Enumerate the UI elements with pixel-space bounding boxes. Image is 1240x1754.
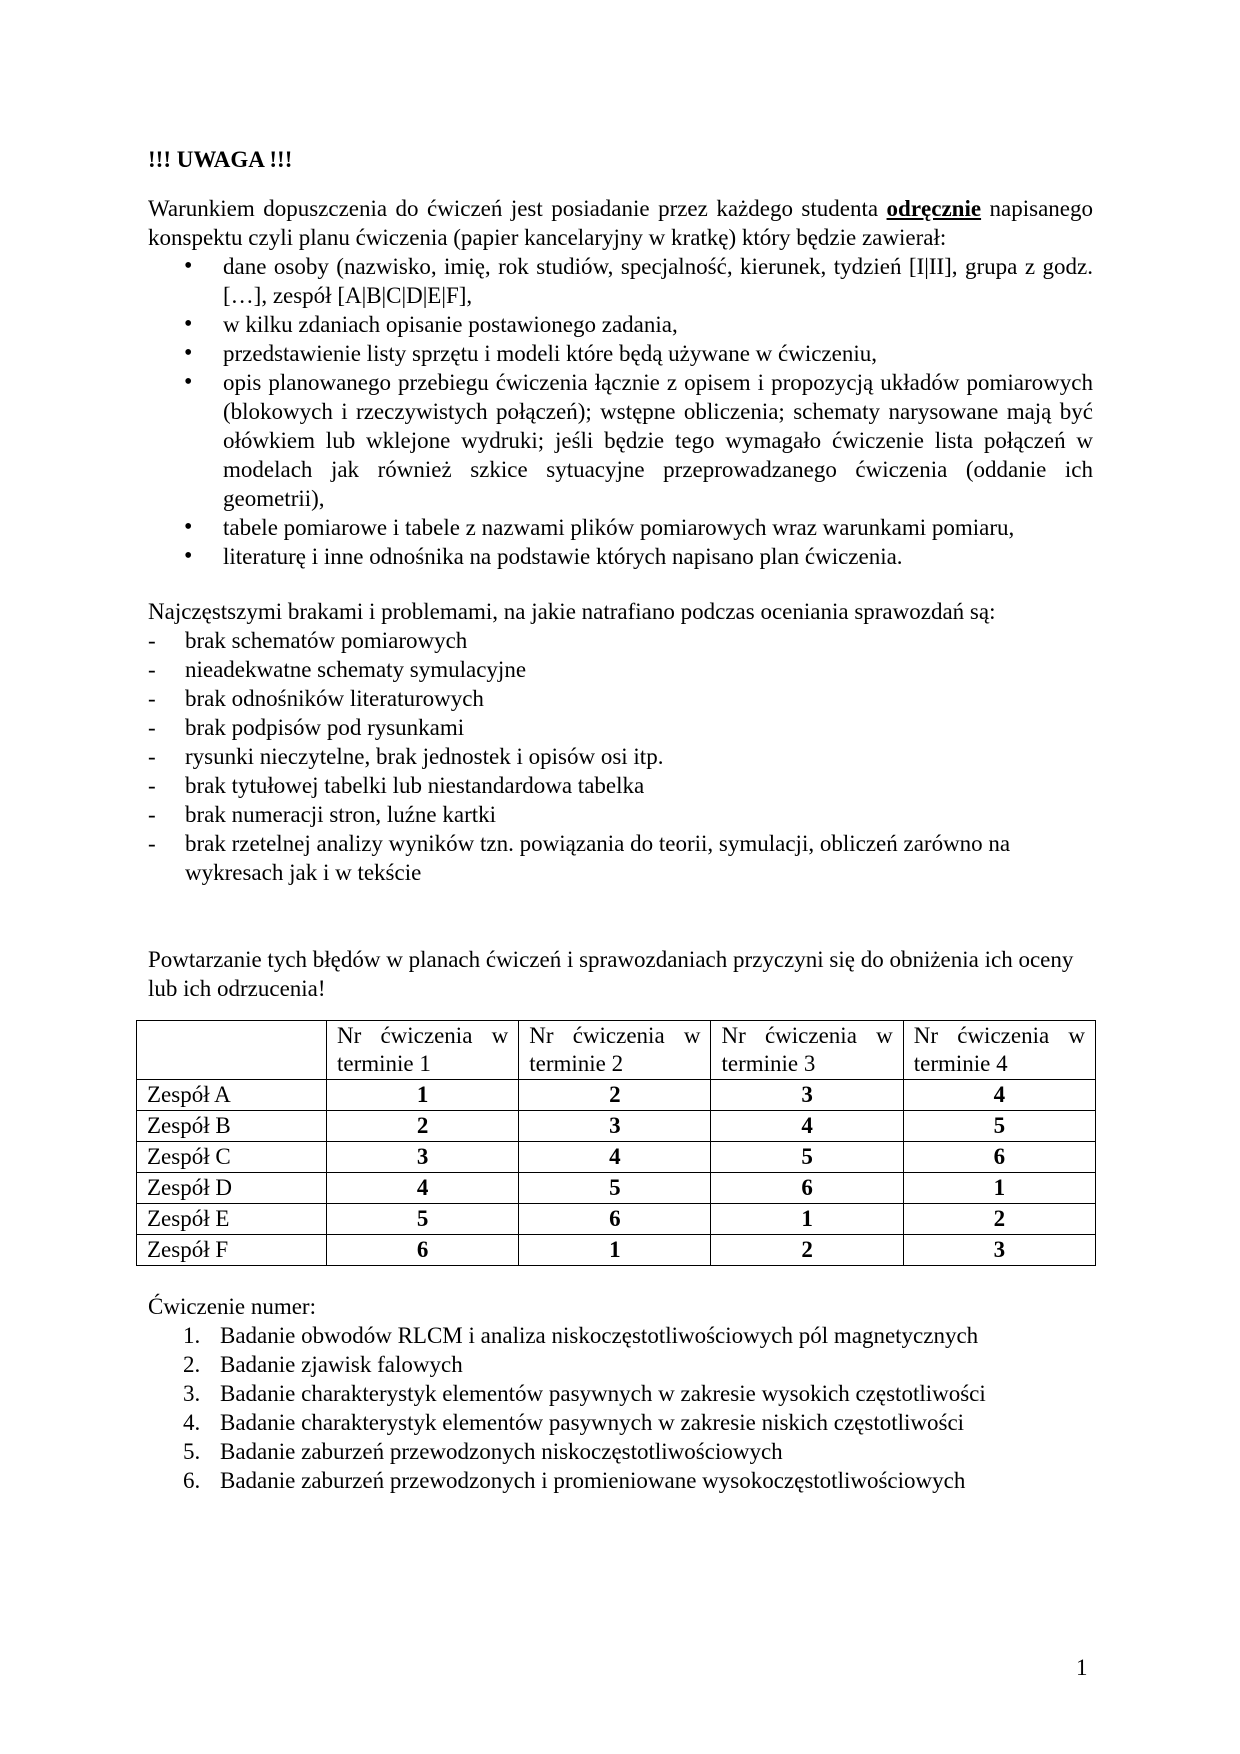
exercise-number-cell: 5 — [326, 1204, 518, 1235]
exercise-number-cell: 2 — [519, 1080, 711, 1111]
intro-paragraph — [148, 194, 1093, 252]
exercises-list — [148, 1321, 1093, 1495]
exercise-number: 4. — [183, 1410, 201, 1435]
problems-heading: Najczęstszymi brakami i problemami, na jakie natrafiano podczas oceniania sprawozdań są: — [148, 599, 996, 624]
exercise-item — [148, 1466, 1093, 1495]
team-cell: Zespół B — [137, 1111, 327, 1142]
exercise-number-cell: 4 — [326, 1173, 518, 1204]
table-row — [137, 1204, 1096, 1235]
requirement-item: • przedstawienie listy sprzętu i modeli które będą używane w ćwiczeniu, — [148, 339, 1093, 368]
requirement-item: • w kilku zdaniach opisanie postawionego zadania, — [148, 310, 1093, 339]
exercise-number-cell: 3 — [326, 1142, 518, 1173]
problem-item: - brak odnośników literaturowych — [148, 684, 1093, 713]
exercise-number-cell: 3 — [903, 1235, 1095, 1266]
exercise-item — [148, 1437, 1093, 1466]
table-row — [137, 1173, 1096, 1204]
exercise-number-cell: 6 — [326, 1235, 518, 1266]
team-cell: Zespół E — [137, 1204, 327, 1235]
intro-text-before: Warunkiem dopuszczenia do ćwiczeń jest posiadanie przez każdego studenta — [148, 196, 887, 221]
problem-item: - brak tytułowej tabelki lub niestandardowa tabelka — [148, 771, 1093, 800]
requirements-list — [148, 252, 1093, 571]
warning-paragraph: Powtarzanie tych błędów w planach ćwiczeń i sprawozdaniach przyczyni się do obniżenia ich oceny lub ich odrzucenia! — [148, 947, 1074, 1001]
table-header-cell: Nr ćwiczenia w terminie 4 — [903, 1021, 1095, 1080]
exercise-number: 3. — [183, 1381, 201, 1406]
exercise-number-cell: 1 — [326, 1080, 518, 1111]
requirement-item: • opis planowanego przebiegu ćwiczenia łącznie z opisem i propozycją układów pomiarowych (blokowych i rzeczywistych połączeń); wstępne obliczenia; schematy narysowane mają być ołówkiem lub wklejone wydruki; jeśli będzie tego wymagało ćwiczenie lista połączeń w modelach jak również szkice sytuacyjne przeprowadzanego ćwiczenia (oddanie ich geometrii), — [148, 368, 1093, 513]
problem-item: - brak schematów pomiarowych — [148, 626, 1093, 655]
page-number: 1 — [1076, 1655, 1088, 1680]
table-corner-cell — [137, 1021, 327, 1080]
exercise-title: Badanie zaburzeń przewodzonych niskoczęstotliwościowych — [220, 1439, 783, 1464]
exercise-number-cell: 4 — [903, 1080, 1095, 1111]
table-row — [137, 1111, 1096, 1142]
exercise-item — [148, 1350, 1093, 1379]
exercise-number-cell: 5 — [903, 1111, 1095, 1142]
problem-item: - brak podpisów pod rysunkami — [148, 713, 1093, 742]
exercise-title: Badanie zjawisk falowych — [220, 1352, 463, 1377]
exercise-number-cell: 2 — [711, 1235, 903, 1266]
schedule-table — [136, 1020, 1096, 1266]
problem-item: - brak numeracji stron, luźne kartki — [148, 800, 1093, 829]
exercise-number: 2. — [183, 1352, 201, 1377]
problem-item: - nieadekwatne schematy symulacyjne — [148, 655, 1093, 684]
exercise-number-cell: 1 — [711, 1204, 903, 1235]
exercise-number-cell: 2 — [903, 1204, 1095, 1235]
warning-title: !!! UWAGA !!! — [148, 147, 293, 172]
problem-item: - rysunki nieczytelne, brak jednostek i opisów osi itp. — [148, 742, 1093, 771]
exercise-number-cell: 6 — [903, 1142, 1095, 1173]
table-row — [137, 1142, 1096, 1173]
problem-item: - brak rzetelnej analizy wyników tzn. powiązania do teorii, symulacji, obliczeń zarówno na wykresach jak i w tekście — [148, 829, 1093, 887]
exercise-number: 6. — [183, 1468, 201, 1493]
team-cell: Zespół F — [137, 1235, 327, 1266]
requirement-item: • dane osoby (nazwisko, imię, rok studiów, specjalność, kierunek, tydzień [I|II], grupa z godz. […], zespół [A|B|C|D|E|F], — [148, 252, 1093, 310]
table-header-row — [137, 1021, 1096, 1080]
exercise-number-cell: 6 — [711, 1173, 903, 1204]
document-page — [148, 145, 1093, 1495]
team-cell: Zespół D — [137, 1173, 327, 1204]
exercises-heading: Ćwiczenie numer: — [148, 1294, 316, 1319]
exercise-number-cell: 6 — [519, 1204, 711, 1235]
exercise-title: Badanie obwodów RLCM i analiza niskoczęstotliwościowych pól magnetycznych — [220, 1323, 979, 1348]
requirement-item: • tabele pomiarowe i tabele z nazwami plików pomiarowych wraz warunkami pomiaru, — [148, 513, 1093, 542]
team-cell: Zespół C — [137, 1142, 327, 1173]
intro-emphasis: odręcznie — [886, 196, 982, 221]
intro-text-after: napisanego konspektu czyli planu ćwiczenia (papier kancelaryjny w kratkę) który będzie zawierał: — [148, 196, 1094, 250]
exercise-item — [148, 1408, 1093, 1437]
requirement-item: • literaturę i inne odnośnika na podstawie których napisano plan ćwiczenia. — [148, 542, 1093, 571]
exercise-number-cell: 1 — [903, 1173, 1095, 1204]
problems-list — [148, 626, 1093, 887]
exercise-number-cell: 1 — [519, 1235, 711, 1266]
exercise-number-cell: 3 — [519, 1111, 711, 1142]
exercise-item — [148, 1321, 1093, 1350]
exercise-title: Badanie charakterystyk elementów pasywnych w zakresie wysokich częstotliwości — [220, 1381, 986, 1406]
table-row — [137, 1235, 1096, 1266]
exercise-number: 5. — [183, 1439, 201, 1464]
exercise-number-cell: 3 — [711, 1080, 903, 1111]
exercise-number-cell: 4 — [519, 1142, 711, 1173]
exercise-number-cell: 2 — [326, 1111, 518, 1142]
exercise-number-cell: 5 — [711, 1142, 903, 1173]
table-header-cell: Nr ćwiczenia w terminie 2 — [519, 1021, 711, 1080]
exercise-number-cell: 4 — [711, 1111, 903, 1142]
exercise-title: Badanie charakterystyk elementów pasywnych w zakresie niskich częstotliwości — [220, 1410, 965, 1435]
table-row — [137, 1080, 1096, 1111]
table-header-cell: Nr ćwiczenia w terminie 3 — [711, 1021, 903, 1080]
exercise-number: 1. — [183, 1323, 201, 1348]
exercise-title: Badanie zaburzeń przewodzonych i promieniowane wysokoczęstotliwościowych — [220, 1468, 966, 1493]
table-header-cell: Nr ćwiczenia w terminie 1 — [326, 1021, 518, 1080]
exercise-number-cell: 5 — [519, 1173, 711, 1204]
exercise-item — [148, 1379, 1093, 1408]
team-cell: Zespół A — [137, 1080, 327, 1111]
